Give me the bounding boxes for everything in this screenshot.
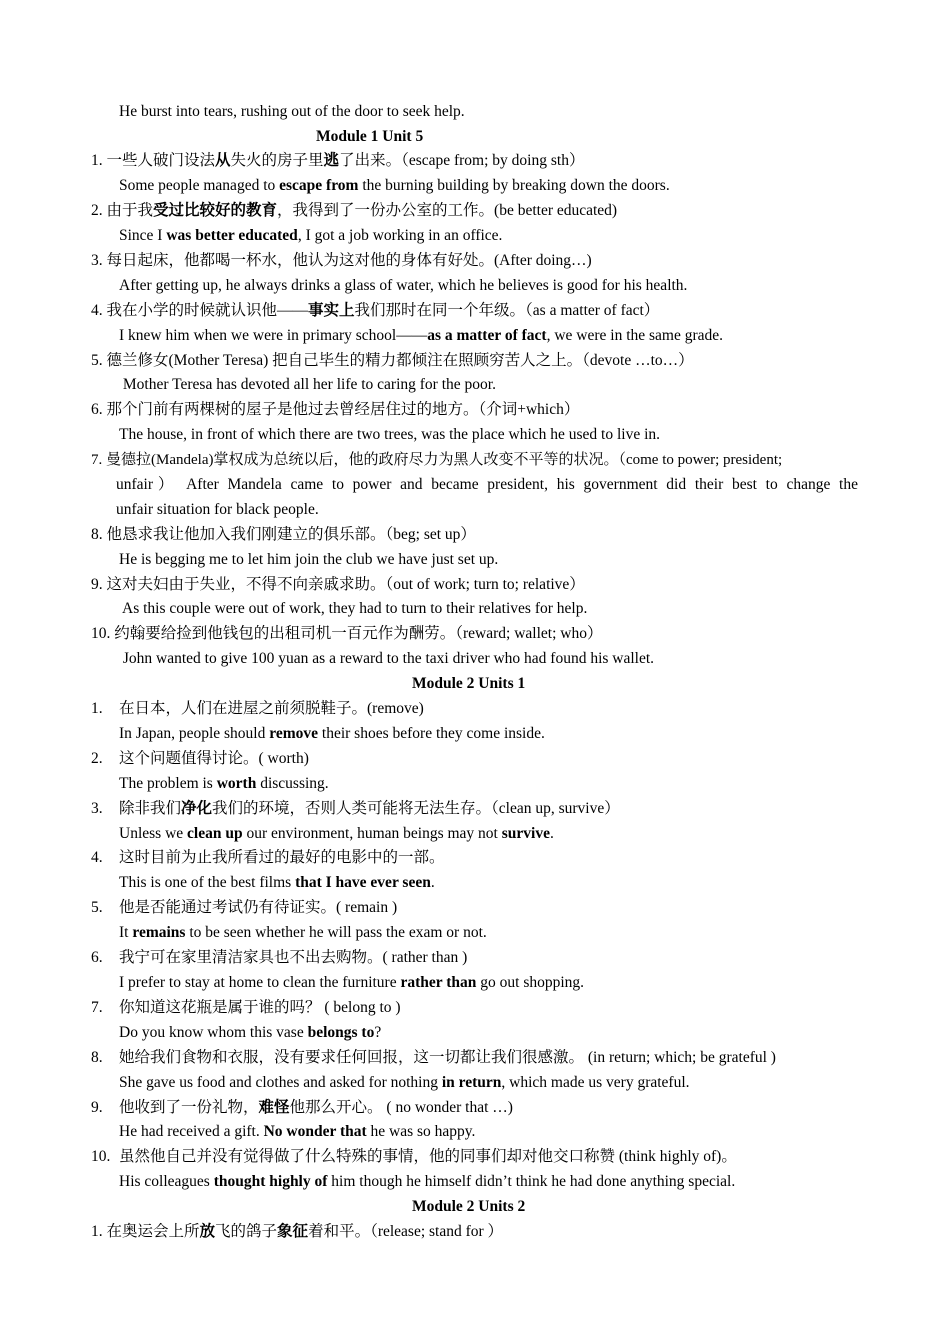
item-en: Mother Teresa has devoted all her life to caring for the poor.: [119, 376, 496, 393]
item-en: He is begging me to let him join the club we have just set up.: [119, 551, 499, 568]
item-zh: 4. 我在小学的时候就认识他——事实上我们那时在同一个年级。（as a matter of fact）: [91, 302, 660, 319]
item-en: It remains to be seen whether he will pass the exam or not.: [119, 924, 487, 941]
item-en: I knew him when we were in primary school——as a matter of fact, we were in the same grade.: [119, 327, 724, 344]
item-zh: 这时目前为止我所看过的最好的电影中的一部。: [119, 849, 445, 866]
item-zh: 她给我们食物和衣服，没有要求任何回报，这一切都让我们很感激。 (in return; which; be grateful ): [119, 1049, 776, 1066]
item-number: 10.: [91, 1148, 111, 1165]
item-number: 3.: [91, 800, 103, 817]
item-number: 9.: [91, 1099, 103, 1116]
section-heading-m2u2: Module 2 Units 2: [412, 1198, 526, 1215]
item-zh: 在日本，人们在进屋之前须脱鞋子。(remove): [119, 700, 424, 717]
item-zh: 1. 一些人破门设法从失火的房子里逃了出来。（escape from; by doing sth）: [91, 152, 585, 169]
item-number: 8.: [91, 1049, 103, 1066]
item-en: John wanted to give 100 yuan as a reward to the taxi driver who had found his wallet.: [119, 650, 655, 667]
item-en: She gave us food and clothes and asked for nothing in return, which made us very grateful.: [119, 1074, 690, 1091]
item-zh: 10. 约翰要给捡到他钱包的出租司机一百元作为酬劳。（reward; wallet; who）: [91, 625, 603, 642]
section-heading-m2u1: Module 2 Units 1: [412, 675, 526, 692]
item-en: He had received a gift. No wonder that he was so happy.: [119, 1123, 476, 1140]
item-zh: 他收到了一份礼物，难怪他那么开心。 ( no wonder that …): [119, 1099, 513, 1116]
item-zh: 9. 这对夫妇由于失业，不得不向亲戚求助。（out of work; turn to; relative）: [91, 576, 585, 593]
intro-line: He burst into tears, rushing out of the door to seek help.: [119, 103, 465, 120]
item-number: 4.: [91, 849, 103, 866]
item-zh: 虽然他自己并没有觉得做了什么特殊的事情，他的同事们却对他交口称赞 (think highly of)。: [119, 1148, 737, 1165]
item-en: After getting up, he always drinks a glass of water, which he believes is good for his health.: [119, 277, 688, 294]
item-en: The house, in front of which there are two trees, was the place which he used to live in.: [119, 426, 661, 443]
item-en: unfair situation for black people.: [116, 501, 319, 518]
item-number: 6.: [91, 949, 103, 966]
item-zh: 这个问题值得讨论。( worth): [119, 750, 309, 767]
item-en: Some people managed to escape from the burning building by breaking down the doors.: [119, 177, 670, 194]
item-zh: 5. 德兰修女(Mother Teresa) 把自己毕生的精力都倾注在照顾穷苦人之上。（devote …to…）: [91, 352, 694, 369]
item-number: 1.: [91, 700, 103, 717]
item-zh: 2. 由于我受过比较好的教育，我得到了一份办公室的工作。(be better educated): [91, 202, 618, 219]
item-en: I prefer to stay at home to clean the furniture rather than go out shopping.: [119, 974, 585, 991]
item-en: This is one of the best films that I have ever seen.: [119, 874, 435, 891]
item-zh: 6. 那个门前有两棵树的屋子是他过去曾经居住过的地方。（介词+which）: [91, 401, 580, 418]
item-en: Since I was better educated, I got a job working in an office.: [119, 227, 503, 244]
item-zh: 你知道这花瓶是属于谁的吗？ ( belong to ): [119, 999, 401, 1016]
section-heading-m1u5: Module 1 Unit 5: [316, 128, 424, 145]
item-zh: 3. 每日起床，他都喝一杯水，他认为这对他的身体有好处。(After doing…): [91, 252, 592, 269]
item-zh: 我宁可在家里清洁家具也不出去购物。( rather than ): [119, 949, 468, 966]
item-zh: 1. 在奥运会上所放飞的鸽子象征着和平。（release; stand for ）: [91, 1223, 504, 1240]
item-en: The problem is worth discussing.: [119, 775, 329, 792]
item-en: Do you know whom this vase belongs to?: [119, 1024, 382, 1041]
item-number: 2.: [91, 750, 103, 767]
item-en: As this couple were out of work, they had to turn to their relatives for help.: [119, 600, 588, 617]
item-en: Unless we clean up our environment, human beings may not survive.: [119, 825, 554, 842]
item-zh: 他是否能通过考试仍有待证实。( remain ): [119, 899, 398, 916]
item-zh: 7. 曼德拉(Mandela)掌权成为总统以后，他的政府尽力为黑人改变不平等的状况。（come to power; president;: [91, 452, 783, 468]
item-zh-continued: unfair） After Mandela came to power and became president, his government did their best to change the: [116, 476, 858, 493]
item-en: His colleagues thought highly of him though he himself didn’t think he had done anything special.: [119, 1173, 736, 1190]
item-number: 7.: [91, 999, 103, 1016]
item-number: 5.: [91, 899, 103, 916]
item-en: In Japan, people should remove their shoes before they come inside.: [119, 725, 545, 742]
item-zh: 除非我们净化我们的环境，否则人类可能将无法生存。（clean up, survive）: [119, 800, 620, 817]
item-zh: 8. 他恳求我让他加入我们刚建立的俱乐部。（beg; set up）: [91, 526, 476, 543]
